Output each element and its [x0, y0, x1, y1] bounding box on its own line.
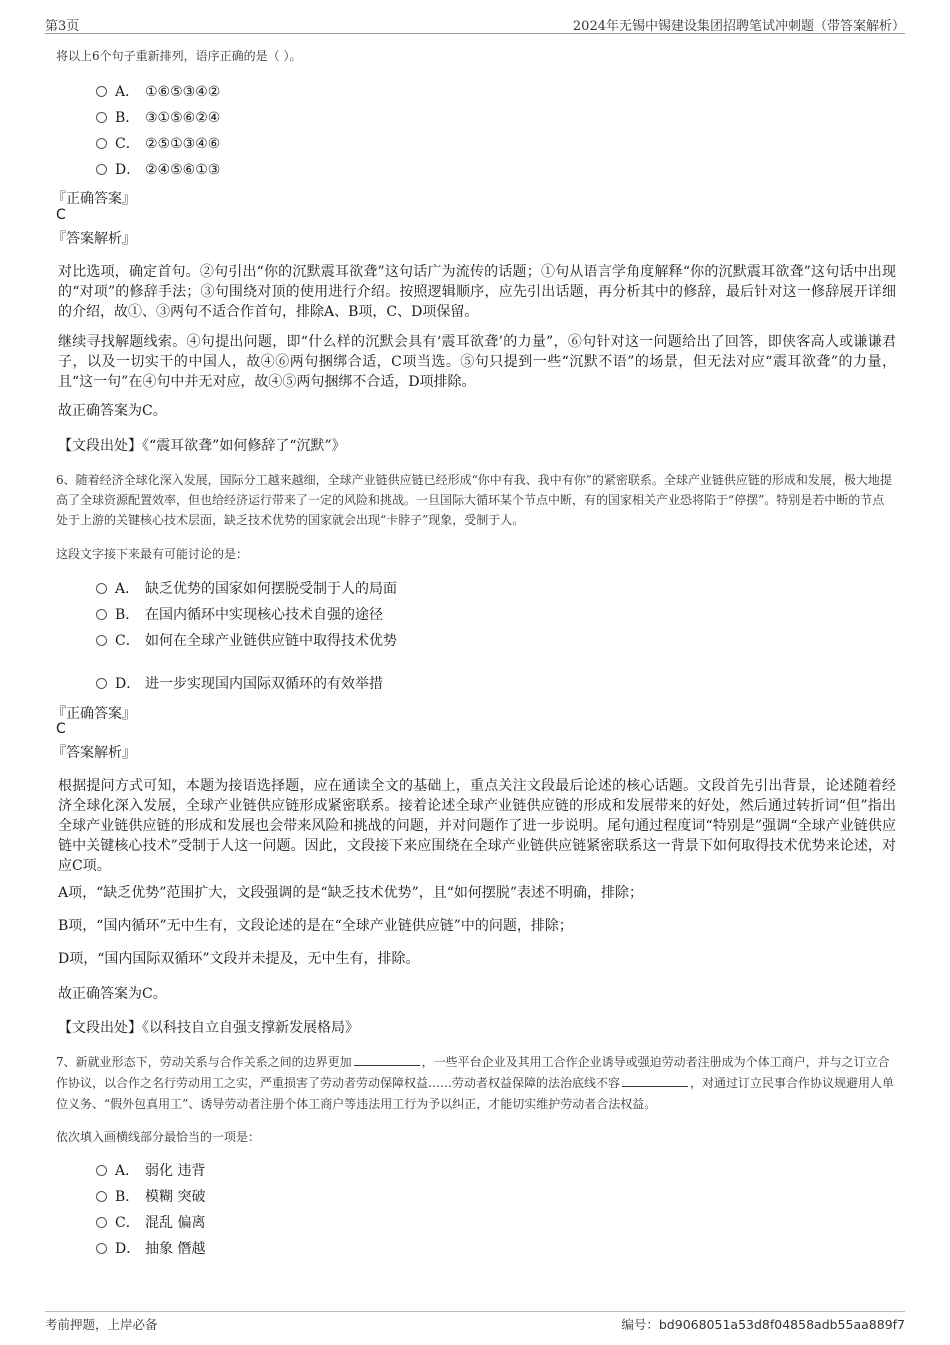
q6-stem: 6、随着经济全球化深入发展，国际分工越来越细，全球产业链供应链已经形成“你中有我、我中有你”的紧密联系。全球产业链供应链的形成和发展，极大地提高了全球资源配置效率，但也给经济运行带来了一定的风险和挑战。一旦国际大循环某个节点中断，有的国家相关产业恐将陷于“停摆”。特别是若中断的节点处于上游的关键核心技术层面，缺乏技术优势的国家就会出现“卡脖子”现象，受制于人。: [56, 473, 892, 527]
radio-icon[interactable]: [96, 635, 107, 646]
q7-option-b[interactable]: B． 模糊 突破: [96, 1186, 205, 1208]
q5-source: 【文段出处】《“震耳欲聋”如何修辞了“沉默”》: [58, 438, 346, 454]
q5-answer-label: 『正确答案』: [52, 191, 136, 207]
q6-analysis-p1: 根据提问方式可知，本题为接语选择题，应在通读全文的基础上，重点关注文段最后论述的核心话题。文段首先引出背景，论述随着经济全球化深入发展，全球产业链供应链形成紧密联系。接着论述全球产业链供应链的形成和发展带来的好处，然后通过转折词“但”指出全球产业链供应链的形成和发展也会带来风险和挑战的问题，并对问题作了进一步说明。尾句通过程度词“特别是”强调“全球产业链供应链中关键核心技术”受制于人这一问题。因此，文段接下来应围绕在全球产业链供应链紧密联系这一背景下如何取得技术优势来论述，对应C项。: [58, 778, 896, 874]
radio-icon[interactable]: [96, 112, 107, 123]
q6-answer-label: 『正确答案』: [52, 706, 136, 722]
q7-stem: 7、新就业形态下，劳动关系与合作关系之间的边界更加 ，一些平台企业及其用工合作企业诱导或强迫劳动者注册成为个体工商户，并与之订立合作协议，以合作之名行劳动用工之实，严重损害了劳动者劳动保障权益……劳动者权益保障的法治底线不容 ，对通过订立民事合作协议规避用人单位义务、“假外包真用工”、诱导劳动者注册个体工商户等违法用工行为予以纠正，才能切实维护劳动者合法权益。: [56, 1055, 895, 1111]
radio-icon[interactable]: [96, 86, 107, 97]
q5-analysis-p3: 故正确答案为C。: [58, 403, 167, 419]
q7-option-a[interactable]: A． 弱化 违背: [96, 1160, 205, 1182]
radio-icon[interactable]: [96, 1217, 107, 1228]
q5-option-d[interactable]: D． ②④⑤⑥①③: [96, 159, 220, 181]
q5-analysis-label: 『答案解析』: [52, 231, 136, 247]
q5-option-a[interactable]: A． ①⑥⑤③④②: [96, 81, 220, 103]
fill-blank-1: [354, 1053, 420, 1066]
q6-analysis-p2: A项，“缺乏优势”范围扩大，文段强调的是“缺乏技术优势”，且“如何摆脱”表述不明确，排除；: [58, 885, 644, 901]
radio-icon[interactable]: [96, 1243, 107, 1254]
radio-icon[interactable]: [96, 164, 107, 175]
document-title: 2024年无锡中锡建设集团招聘笔试冲刺题（带答案解析）: [572, 19, 905, 34]
q7-option-d[interactable]: D． 抽象 僭越: [96, 1238, 205, 1260]
q5-analysis-p1: 对比选项，确定首句。②句引出“你的沉默震耳欲聋”这句话广为流传的话题；①句从语言学角度解释“你的沉默震耳欲聋”这句话中出现的“对项”的修辞手法；③句围绕对顶的使用进行介绍。按照逻辑顺序，应先引出话题，再分析其中的修辞，最后针对这一修辞展开详细的介绍，故①、③两句不适合作首句，排除A、B项，C、D项保留。: [58, 264, 896, 320]
q6-answer: C: [56, 721, 66, 737]
q5-option-b[interactable]: B． ③①⑤⑥②④: [96, 107, 220, 129]
radio-icon[interactable]: [96, 1165, 107, 1176]
q6-analysis-p5: 故正确答案为C。: [58, 986, 167, 1002]
q5-option-c[interactable]: C． ②⑤①③④⑥: [96, 133, 220, 155]
q6-analysis-p4: D项，“国内国际双循环”文段并未提及，无中生有，排除。: [58, 951, 420, 967]
document-code: 编号：bd9068051a53d8f04858adb55aa889f7: [621, 1317, 905, 1332]
q6-option-d[interactable]: D． 进一步实现国内国际双循环的有效举措: [96, 673, 383, 695]
q6-prompt: 这段文字接下来最有可能讨论的是：: [56, 547, 249, 561]
fill-blank-2: [622, 1074, 688, 1087]
radio-icon[interactable]: [96, 678, 107, 689]
q5-stem: 将以上6个句子重新排列，语序正确的是（ ）。: [56, 49, 302, 63]
q6-source: 【文段出处】《以科技自立自强支撑新发展格局》: [58, 1020, 359, 1036]
radio-icon[interactable]: [96, 1191, 107, 1202]
q6-option-c[interactable]: C． 如何在全球产业链供应链中取得技术优势: [96, 630, 397, 652]
q7-prompt: 依次填入画横线部分最恰当的一项是：: [56, 1130, 261, 1144]
page-footer: [45, 1311, 905, 1336]
q6-analysis-label: 『答案解析』: [52, 745, 136, 761]
radio-icon[interactable]: [96, 609, 107, 620]
q6-option-a[interactable]: A． 缺乏优势的国家如何摆脱受制于人的局面: [96, 578, 397, 600]
footer-slogan: 考前押题，上岸必备: [45, 1317, 158, 1332]
q6-option-b[interactable]: B． 在国内循环中实现核心技术自强的途径: [96, 604, 383, 626]
radio-icon[interactable]: [96, 583, 107, 594]
q7-option-c[interactable]: C． 混乱 偏离: [96, 1212, 205, 1234]
q5-analysis-p2: 继续寻找解题线索。④句提出问题，即“什么样的沉默会具有‘震耳欲聋’的力量”，⑥句针对这一问题给出了回答，即侠客高人或谦谦君子，以及一切实干的中国人，故④⑥两句捆绑合适，C项当选。⑤句只提到一些“沉默不语”的场景，但无法对应“震耳欲聋”的力量，且“这一句”在④句中并无对应，故④⑤两句捆绑不合适，D项排除。: [58, 334, 896, 390]
page-number: 第3页: [45, 19, 80, 34]
q6-analysis-p3: B项，“国内循环”无中生有，文段论述的是在“全球产业链供应链”中的问题，排除；: [58, 918, 573, 934]
q5-answer: C: [56, 207, 66, 223]
radio-icon[interactable]: [96, 138, 107, 149]
page-header: [45, 13, 905, 34]
